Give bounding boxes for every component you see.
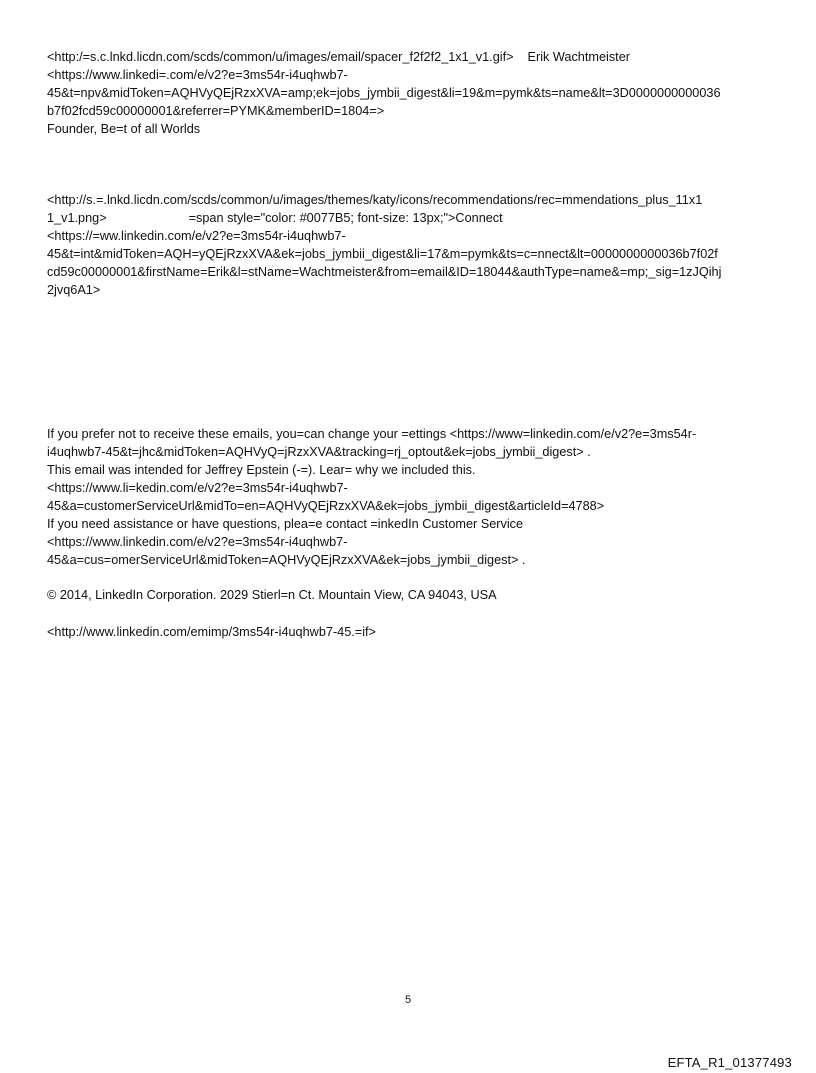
page-number: 5	[404, 994, 412, 1006]
connect-link-cont-2[interactable]: cd59c00000001&firstName=Erik&l=stName=Wachtmeister&from=email&ID=18044&authType=name&=mp;_sig=1zJQihj	[47, 265, 722, 279]
customer-service-link-cont[interactable]: 45&a=cus=omerServiceUrl&midToken=AQHVyQEjRzxXVA&ek=jobs_jymbii_digest> .	[47, 553, 526, 567]
unsubscribe-link[interactable]: i4uqhwb7-45&t=jhc&midToken=AQHVyQ=jRzxXVA&tracking=rj_optout&ek=jobs_jymbii_digest> .	[47, 445, 591, 459]
spacer-image-line	[47, 48, 777, 66]
profile-link-cont[interactable]: 45&t=npv&midToken=AQHVyQEjRzxXVA=amp;ek=jobs_jymbii_digest&li=19&m=pymk&ts=name&lt=3D0000000000036	[47, 86, 721, 100]
tracking-block	[47, 623, 777, 641]
unsubscribe-notice[interactable]: If you prefer not to receive these emails, you=can change your =ettings <https://www=linkedin.com/e/v2?e=3ms54r-	[47, 427, 697, 441]
tracking-pixel-url[interactable]: <http://www.linkedin.com/emimp/3ms54r-i4uqhwb7-45.=if>	[47, 625, 376, 639]
copyright: © 2014, LinkedIn Corporation. 2029 Stierl=n Ct. Mountain View, CA 94043, USA	[47, 588, 497, 602]
document-id: EFTA_R1_01377493	[667, 1055, 792, 1070]
profile-link-cont-2[interactable]: b7f02fcd59c00000001&referrer=PYMK&memberID=1804=>	[47, 104, 385, 118]
why-included-link[interactable]: <https://www.li=kedin.com/e/v2?e=3ms54r-i4uqhwb7-	[47, 481, 348, 495]
connect-block	[47, 191, 777, 299]
icon-url-tail: 1_v1.png>	[47, 211, 107, 225]
intended-recipient: This email was intended for Jeffrey Epstein (-=). Lear= why we included this.	[47, 463, 476, 477]
customer-service-link[interactable]: <https://www.linkedin.com/e/v2?e=3ms54r-i4uqhwb7-	[47, 535, 348, 549]
spacer-image-url[interactable]: <http:/=s.c.lnkd.licdn.com/scds/common/u/images/email/spacer_f2f2f2_1x1_v1.gif>	[47, 50, 514, 64]
assistance-notice: If you need assistance or have questions, plea=e contact =inkedIn Customer Service	[47, 517, 524, 531]
recommendation-icon-url[interactable]: <http://s.=.lnkd.licdn.com/scds/common/u/images/themes/katy/icons/recommendations/rec=mmendations_plus_11x1	[47, 193, 703, 207]
sender-name: Erik Wachtmeister	[527, 50, 630, 64]
recommendation-icon-url-cont	[47, 209, 777, 227]
connect-label[interactable]: =span style="color: #0077B5; font-size: 13px;">Connect	[188, 211, 503, 225]
sender-block	[47, 48, 777, 138]
profile-link[interactable]: <https://www.linkedi=.com/e/v2?e=3ms54r-i4uqhwb7-	[47, 68, 348, 82]
sender-title: Founder, Be=t of all Worlds	[47, 122, 201, 136]
connect-link[interactable]: <https://=ww.linkedin.com/e/v2?e=3ms54r-i4uqhwb7-	[47, 229, 346, 243]
connect-link-cont[interactable]: 45&t=int&midToken=AQH=yQEjRzxXVA&ek=jobs_jymbii_digest&li=17&m=pymk&ts=c=nnect&lt=0000000000036b7f02f	[47, 247, 718, 261]
copyright-block	[47, 586, 777, 604]
connect-link-cont-3[interactable]: 2jvq6A1>	[47, 283, 101, 297]
why-included-link-cont[interactable]: 45&a=customerServiceUrl&midTo=en=AQHVyQEjRzxXVA&ek=jobs_jymbii_digest&articleId=4788>	[47, 499, 605, 513]
footer-notice-block	[47, 425, 777, 569]
